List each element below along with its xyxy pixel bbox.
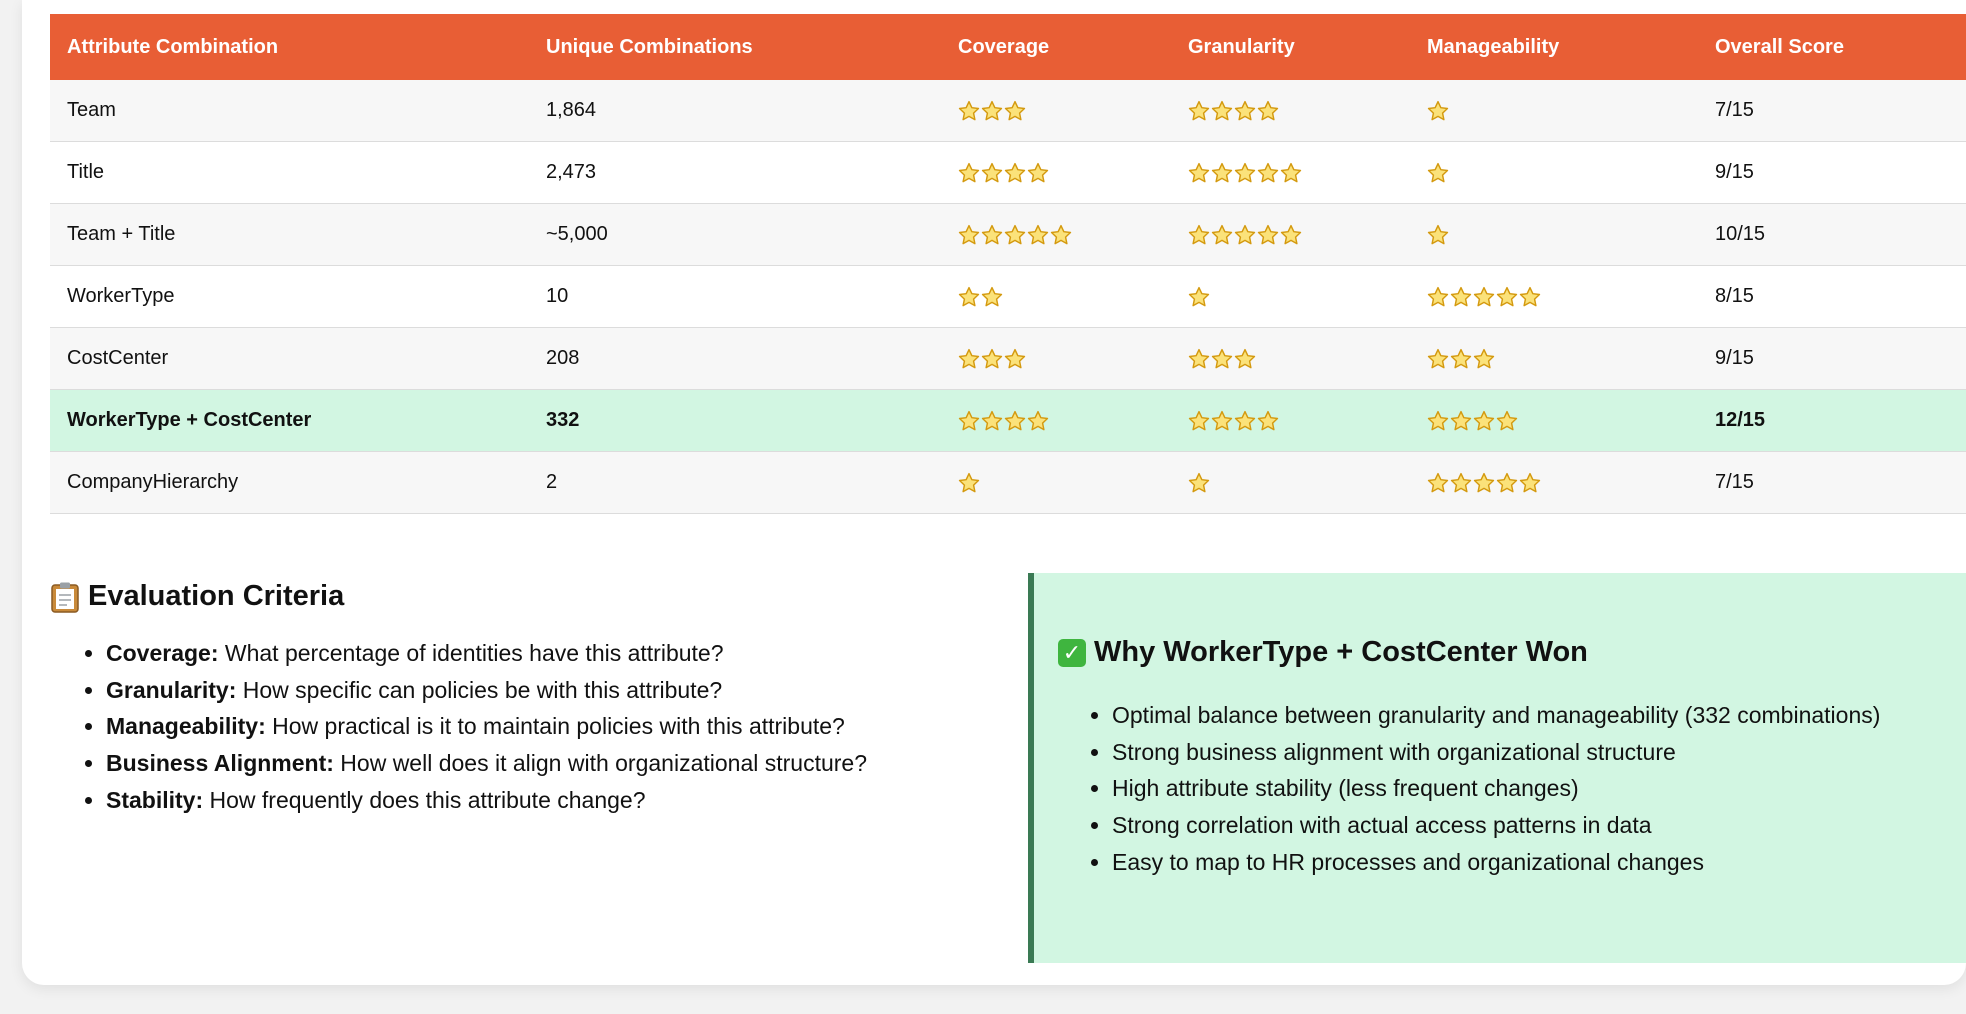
criteria-description: What percentage of identities have this attribute?	[218, 640, 724, 666]
col-unique-combinations: Unique Combinations	[529, 14, 941, 80]
cell-manageability-rating	[1410, 452, 1698, 514]
star-icon	[1211, 224, 1233, 246]
star-icon	[1519, 472, 1541, 494]
table-row	[50, 204, 1966, 266]
star-icon	[1004, 224, 1026, 246]
star-icon	[1427, 472, 1449, 494]
cell-overall-score: 7/15	[1698, 452, 1966, 514]
why-winner-panel	[1028, 573, 1966, 963]
star-icon	[1234, 162, 1256, 184]
cell-unique-combinations: 2	[529, 452, 941, 514]
star-rating	[958, 162, 1049, 184]
star-icon	[1188, 348, 1210, 370]
table-body	[50, 80, 1966, 514]
star-rating	[1427, 100, 1449, 122]
star-icon	[1473, 472, 1495, 494]
cell-granularity-rating	[1171, 80, 1410, 142]
why-reason-item: • Strong business alignment with organizational structure	[1112, 734, 1880, 771]
cell-manageability-rating	[1410, 328, 1698, 390]
cell-attribute-combination: CompanyHierarchy	[50, 452, 529, 514]
star-icon	[1050, 224, 1072, 246]
cell-manageability-rating	[1410, 204, 1698, 266]
star-icon	[1427, 224, 1449, 246]
cell-unique-combinations: 2,473	[529, 142, 941, 204]
star-rating	[958, 224, 1072, 246]
star-rating	[958, 100, 1026, 122]
criteria-term: Manageability:	[106, 713, 266, 740]
table-row-highlighted	[50, 390, 1966, 452]
cell-manageability-rating	[1410, 142, 1698, 204]
cell-attribute-combination: CostCenter	[50, 328, 529, 390]
star-rating	[1427, 410, 1518, 432]
star-icon	[981, 100, 1003, 122]
star-rating	[1188, 410, 1279, 432]
why-reason-item: • Strong correlation with actual access patterns in data	[1112, 807, 1880, 844]
cell-granularity-rating	[1171, 204, 1410, 266]
star-rating	[1188, 472, 1210, 494]
cell-coverage-rating	[941, 328, 1171, 390]
star-icon	[1188, 162, 1210, 184]
star-icon	[1234, 348, 1256, 370]
cell-coverage-rating	[941, 80, 1171, 142]
star-icon	[1027, 410, 1049, 432]
star-icon	[981, 162, 1003, 184]
table-row	[50, 80, 1966, 142]
star-icon	[958, 162, 980, 184]
star-rating	[1188, 348, 1256, 370]
star-rating	[1188, 162, 1302, 184]
star-rating	[1427, 348, 1495, 370]
cell-unique-combinations: 332	[529, 390, 941, 452]
star-rating	[958, 348, 1026, 370]
star-icon	[1496, 472, 1518, 494]
cell-attribute-combination: WorkerType	[50, 266, 529, 328]
star-icon	[1280, 162, 1302, 184]
star-icon	[1473, 286, 1495, 308]
star-icon	[1027, 162, 1049, 184]
star-icon	[1427, 100, 1449, 122]
star-icon	[1234, 100, 1256, 122]
star-rating	[1188, 224, 1302, 246]
star-rating	[1427, 472, 1541, 494]
criteria-term: Granularity:	[106, 676, 237, 703]
star-rating	[958, 286, 1003, 308]
cell-coverage-rating	[941, 452, 1171, 514]
star-icon	[981, 410, 1003, 432]
cell-overall-score: 8/15	[1698, 266, 1966, 328]
evaluation-criteria-title-text: Evaluation Criteria	[88, 580, 345, 612]
criteria-list	[50, 635, 1010, 819]
criteria-description: How practical is it to maintain policies with this attribute?	[265, 713, 845, 740]
star-icon	[958, 224, 980, 246]
star-rating	[1188, 100, 1279, 122]
cell-coverage-rating	[941, 142, 1171, 204]
star-icon	[1473, 348, 1495, 370]
col-attribute-combination: Attribute Combination	[50, 14, 529, 80]
table-row	[50, 452, 1966, 514]
cell-coverage-rating	[941, 204, 1171, 266]
cell-overall-score: 9/15	[1698, 328, 1966, 390]
cell-attribute-combination: Title	[50, 142, 529, 204]
criteria-item	[106, 782, 1010, 819]
why-winner-title	[1058, 636, 1588, 669]
star-icon	[1427, 410, 1449, 432]
star-icon	[1188, 100, 1210, 122]
col-granularity: Granularity	[1171, 14, 1410, 80]
star-icon	[1280, 224, 1302, 246]
star-rating	[958, 472, 980, 494]
star-rating	[1427, 286, 1541, 308]
star-icon	[1188, 472, 1210, 494]
why-winner-title-text: Why WorkerType + CostCenter Won	[1094, 636, 1588, 668]
star-icon	[1257, 410, 1279, 432]
star-icon	[958, 100, 980, 122]
star-icon	[1450, 286, 1472, 308]
star-icon	[958, 410, 980, 432]
criteria-item	[106, 672, 1010, 709]
star-icon	[981, 286, 1003, 308]
attribute-comparison-table	[50, 14, 1966, 514]
table-row	[50, 328, 1966, 390]
star-icon	[1004, 162, 1026, 184]
why-reason-item: • Easy to map to HR processes and organizational changes	[1112, 844, 1880, 881]
star-rating	[1188, 286, 1210, 308]
star-icon	[1211, 410, 1233, 432]
star-icon	[1234, 224, 1256, 246]
star-icon	[1450, 472, 1472, 494]
why-reason-item: • Optimal balance between granularity and manageability (332 combinations)	[1112, 697, 1880, 734]
cell-unique-combinations: 208	[529, 328, 941, 390]
star-icon	[1211, 100, 1233, 122]
star-icon	[958, 348, 980, 370]
cell-unique-combinations: ~5,000	[529, 204, 941, 266]
cell-overall-score: 9/15	[1698, 142, 1966, 204]
star-icon	[1188, 224, 1210, 246]
star-icon	[981, 348, 1003, 370]
cell-unique-combinations: 1,864	[529, 80, 941, 142]
content-card	[22, 0, 1966, 985]
star-icon	[1257, 100, 1279, 122]
star-icon	[1450, 410, 1472, 432]
col-manageability: Manageability	[1410, 14, 1698, 80]
criteria-description: How frequently does this attribute change?	[203, 786, 646, 813]
star-icon	[1188, 286, 1210, 308]
star-icon	[1004, 348, 1026, 370]
cell-unique-combinations: 10	[529, 266, 941, 328]
star-icon	[1473, 410, 1495, 432]
star-rating	[1427, 162, 1449, 184]
cell-granularity-rating	[1171, 452, 1410, 514]
star-icon	[958, 472, 980, 494]
criteria-term: Coverage:	[106, 640, 219, 666]
star-icon	[1211, 348, 1233, 370]
star-rating	[1427, 224, 1449, 246]
cell-overall-score: 10/15	[1698, 204, 1966, 266]
cell-overall-score: 7/15	[1698, 80, 1966, 142]
evaluation-criteria-section	[50, 580, 1010, 819]
star-icon	[1234, 410, 1256, 432]
criteria-description: How well does it align with organizational structure?	[333, 750, 868, 777]
cell-coverage-rating	[941, 390, 1171, 452]
cell-attribute-combination: Team + Title	[50, 204, 529, 266]
col-overall-score: Overall Score	[1698, 14, 1966, 80]
star-rating	[958, 410, 1049, 432]
cell-granularity-rating	[1171, 266, 1410, 328]
criteria-term: Business Alignment:	[106, 750, 334, 777]
criteria-item	[106, 708, 1010, 745]
table-row	[50, 266, 1966, 328]
cell-granularity-rating	[1171, 328, 1410, 390]
star-icon	[1427, 162, 1449, 184]
star-icon	[1519, 286, 1541, 308]
criteria-description: How specific can policies be with this attribute?	[236, 676, 723, 703]
cell-manageability-rating	[1410, 80, 1698, 142]
star-icon	[1450, 348, 1472, 370]
criteria-term: Stability:	[106, 786, 204, 813]
table-header-row	[50, 14, 1966, 80]
star-icon	[1496, 286, 1518, 308]
star-icon	[1427, 348, 1449, 370]
cell-manageability-rating	[1410, 266, 1698, 328]
star-icon	[1257, 224, 1279, 246]
star-icon	[981, 224, 1003, 246]
check-mark-icon: ✓	[1058, 639, 1086, 667]
criteria-item	[106, 745, 1010, 782]
evaluation-criteria-title	[50, 580, 1010, 613]
col-coverage: Coverage	[941, 14, 1171, 80]
star-icon	[1257, 162, 1279, 184]
why-reason-item: • High attribute stability (less frequent changes)	[1112, 770, 1880, 807]
why-winner-list	[1034, 697, 1880, 881]
star-icon	[958, 286, 980, 308]
cell-coverage-rating	[941, 266, 1171, 328]
star-icon	[1211, 162, 1233, 184]
cell-attribute-combination: WorkerType + CostCenter	[50, 390, 529, 452]
star-icon	[1188, 410, 1210, 432]
criteria-item	[106, 635, 1010, 672]
star-icon	[1004, 410, 1026, 432]
cell-manageability-rating	[1410, 390, 1698, 452]
clipboard-icon	[50, 581, 80, 613]
star-icon	[1427, 286, 1449, 308]
cell-attribute-combination: Team	[50, 80, 529, 142]
cell-granularity-rating	[1171, 390, 1410, 452]
star-icon	[1027, 224, 1049, 246]
cell-overall-score: 12/15	[1698, 390, 1966, 452]
table-row	[50, 142, 1966, 204]
star-icon	[1004, 100, 1026, 122]
star-icon	[1496, 410, 1518, 432]
cell-granularity-rating	[1171, 142, 1410, 204]
